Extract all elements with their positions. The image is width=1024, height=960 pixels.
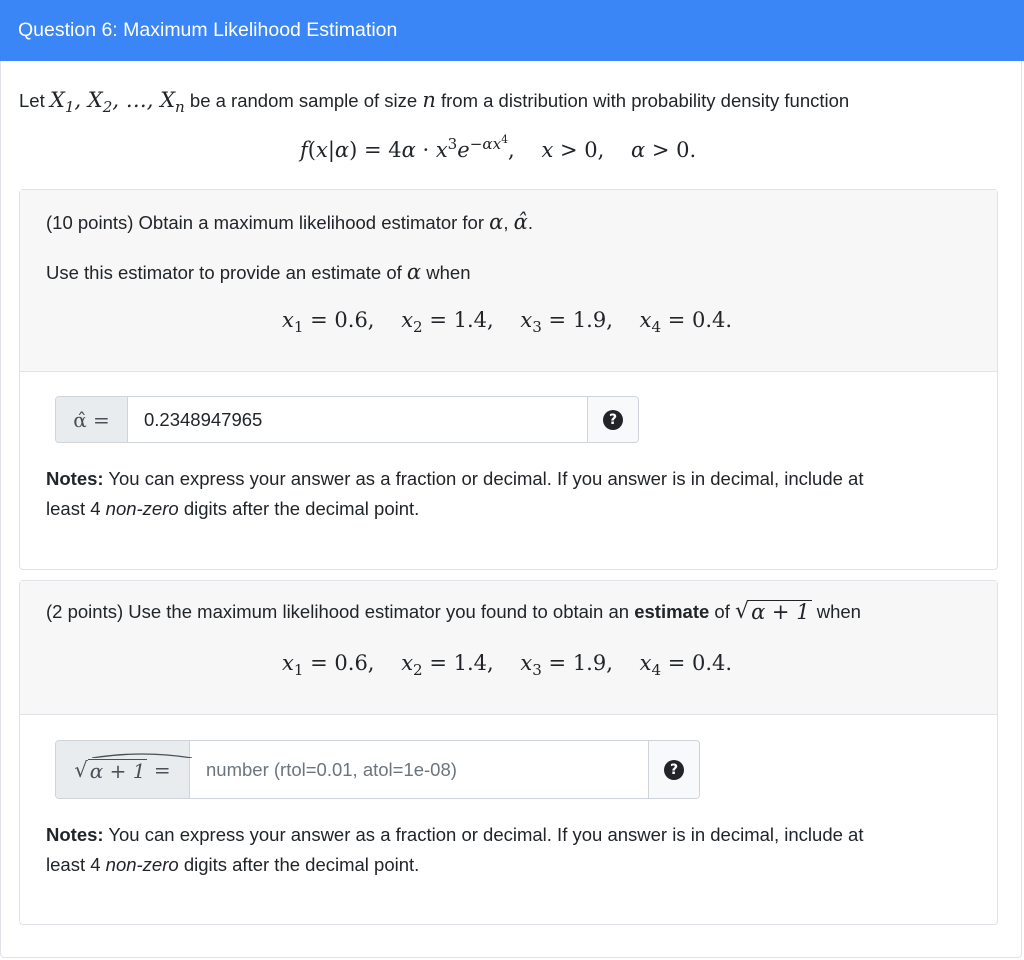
notes-label: Notes: xyxy=(46,468,104,489)
sqrt-input-group xyxy=(55,740,700,799)
sqrt-answer-input[interactable] xyxy=(190,741,648,798)
notes-text-line-1: You can express your answer as a fraction or decimal. If you answer is in decimal, include at xyxy=(108,824,864,845)
alpha-hat-input-group xyxy=(55,396,639,443)
of-text: of xyxy=(714,601,730,622)
widehat-accent xyxy=(92,752,192,758)
part-1-help-button[interactable] xyxy=(587,397,638,442)
question-header xyxy=(0,0,1024,61)
notes-text-line-1: You can express your answer as a fraction or decimal. If you answer is in decimal, include at xyxy=(108,468,864,489)
part-2-help-button[interactable] xyxy=(648,741,699,798)
equals-sign: = xyxy=(153,757,171,782)
question-circle-icon: ? xyxy=(664,760,684,780)
question-title: Question 6: Maximum Likelihood Estimation xyxy=(18,19,398,41)
alpha-symbol: α xyxy=(406,260,422,284)
n-symbol: n xyxy=(422,88,436,112)
intro-text-after: from a distribution with probability density function xyxy=(440,90,850,111)
notes-text-pre: least 4 xyxy=(46,854,101,875)
sqrt-answer-label xyxy=(56,741,190,798)
part-1-notes xyxy=(46,464,966,524)
sqrt-label-radicand: α + 1 xyxy=(89,758,146,783)
alpha-hat-answer-input[interactable] xyxy=(128,397,587,442)
estimator-symbols: α xyxy=(489,210,504,234)
notes-text-italic: non-zero xyxy=(105,854,179,875)
use-estimator-text: Use this estimator to provide an estimate of xyxy=(46,262,402,283)
intro-text-before: Let xyxy=(19,90,45,111)
part-1-prompt: (10 points) Obtain a maximum likelihood estimator for α, α̂. xyxy=(46,210,533,234)
estimate-bold: estimate xyxy=(634,601,710,622)
part-2-points-text: (2 points) Use the maximum likelihood estimator you found to obtain an xyxy=(46,601,630,622)
part-1-data-values: $x_1 = 0.6$, $x_2 = 1.4$, $x_3 = 1.9$, $x_4 = 0.4$. xyxy=(282,308,733,337)
part-2-when-text: when xyxy=(816,601,861,622)
when-text: when xyxy=(426,262,471,283)
notes-text-italic: non-zero xyxy=(105,498,179,519)
part-1-question xyxy=(20,190,997,372)
sample-variables: $X_1$, $X_2$, …, $X_n$ xyxy=(49,88,185,117)
pdf-equation: $f(x|\alpha) = 4\alpha \cdot x^3e^{-\alpha x^4}$, x > 0, α > 0. xyxy=(300,132,697,162)
notes-text-post: digits after the decimal point. xyxy=(183,854,420,875)
notes-text-pre: least 4 xyxy=(46,498,101,519)
question-intro xyxy=(19,88,850,117)
part-1 xyxy=(19,189,998,570)
part-2-data-values: $x_1 = 0.6$, $x_2 = 1.4$, $x_3 = 1.9$, $x_4 = 0.4$. xyxy=(282,651,733,680)
part-2-notes xyxy=(46,820,966,880)
part-1-use-text xyxy=(46,260,470,284)
notes-label: Notes: xyxy=(46,824,104,845)
part-2 xyxy=(19,580,998,925)
sqrt-alpha-plus-one: √ α + 1 xyxy=(735,599,810,624)
part-2-question xyxy=(20,581,997,715)
question-circle-icon: ? xyxy=(603,410,623,430)
part-1-points-text: (10 points) Obtain a maximum likelihood estimator for xyxy=(46,212,485,233)
notes-text-post: digits after the decimal point. xyxy=(183,498,420,519)
intro-text-middle: be a random sample of size xyxy=(189,90,418,111)
part-2-prompt xyxy=(46,599,861,624)
alpha-hat-label: α̂ = xyxy=(56,397,128,442)
sqrt-hat-expression: √ α + 1 xyxy=(74,758,147,782)
sqrt-radicand: α + 1 xyxy=(751,599,810,624)
